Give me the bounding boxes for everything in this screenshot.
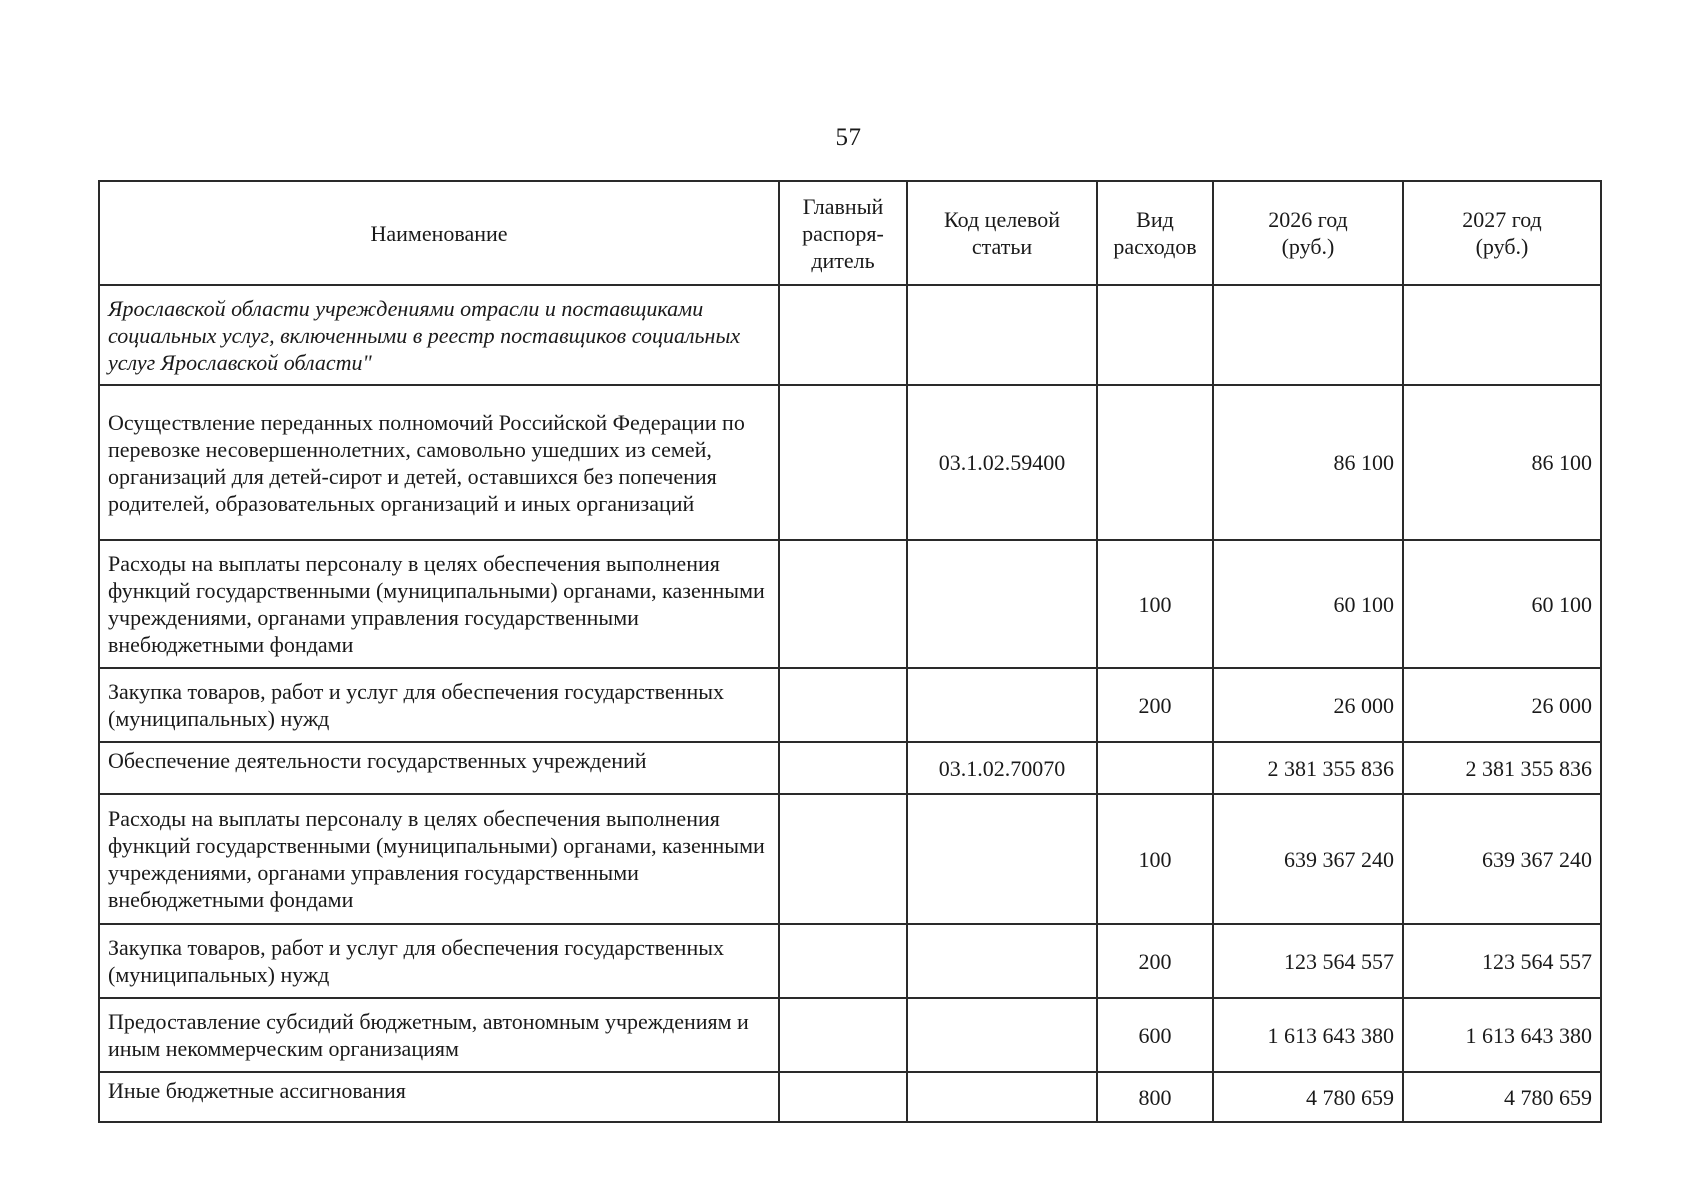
row-expense-type: 100 (1097, 794, 1213, 924)
row-target-code (907, 1072, 1097, 1122)
row-name: Осуществление переданных полномочий Российской Федерации по перевозке несовершеннолетних, самовольно ушедших из семей, организаций для детей-сирот и детей, оставшихся без попечения родителей, образовательных организаций и иных организаций (99, 385, 779, 540)
row-year-2027: 4 780 659 (1403, 1072, 1601, 1122)
row-target-code (907, 924, 1097, 998)
row-administrator (779, 285, 907, 385)
table-row (99, 385, 1601, 540)
row-name: Закупка товаров, работ и услуг для обеспечения государственных (муниципальных) нужд (99, 924, 779, 998)
row-year-2026: 60 100 (1213, 540, 1403, 668)
row-target-code (907, 540, 1097, 668)
row-year-2026: 123 564 557 (1213, 924, 1403, 998)
header-name: Наименование (99, 181, 779, 285)
row-year-2026: 2 381 355 836 (1213, 742, 1403, 794)
row-expense-type (1097, 285, 1213, 385)
header-year-2027: 2027 год (руб.) (1403, 181, 1601, 285)
row-year-2026: 1 613 643 380 (1213, 998, 1403, 1072)
row-year-2027: 1 613 643 380 (1403, 998, 1601, 1072)
row-name: Иные бюджетные ассигнования (99, 1072, 779, 1122)
row-expense-type: 200 (1097, 924, 1213, 998)
row-expense-type: 600 (1097, 998, 1213, 1072)
table-row (99, 998, 1601, 1072)
row-administrator (779, 924, 907, 998)
budget-table (98, 180, 1602, 1123)
header-target-code: Код целевой статьи (907, 181, 1097, 285)
row-year-2027: 2 381 355 836 (1403, 742, 1601, 794)
table-row (99, 742, 1601, 794)
row-target-code (907, 668, 1097, 742)
row-year-2027: 86 100 (1403, 385, 1601, 540)
row-administrator (779, 668, 907, 742)
row-target-code (907, 794, 1097, 924)
row-year-2026: 86 100 (1213, 385, 1403, 540)
header-administrator: Главный распоря- дитель (779, 181, 907, 285)
page-number: 57 (835, 124, 862, 151)
row-expense-type (1097, 385, 1213, 540)
row-name: Обеспечение деятельности государственных учреждений (99, 742, 779, 794)
header-expense-type: Вид расходов (1097, 181, 1213, 285)
table-row (99, 924, 1601, 998)
row-name: Предоставление субсидий бюджетным, автономным учреждениям и иным некоммерческим организациям (99, 998, 779, 1072)
row-target-code (907, 998, 1097, 1072)
row-administrator (779, 998, 907, 1072)
table-row (99, 668, 1601, 742)
row-administrator (779, 1072, 907, 1122)
row-year-2026: 26 000 (1213, 668, 1403, 742)
row-year-2026: 4 780 659 (1213, 1072, 1403, 1122)
row-year-2027: 639 367 240 (1403, 794, 1601, 924)
row-administrator (779, 540, 907, 668)
table-row (99, 285, 1601, 385)
row-year-2026: 639 367 240 (1213, 794, 1403, 924)
row-year-2027 (1403, 285, 1601, 385)
row-target-code: 03.1.02.70070 (907, 742, 1097, 794)
row-name: Ярославской области учреждениями отрасли и поставщиками социальных услуг, включенными в реестр поставщиков социальных услуг Ярославской области" (99, 285, 779, 385)
row-expense-type (1097, 742, 1213, 794)
row-year-2027: 60 100 (1403, 540, 1601, 668)
row-expense-type: 800 (1097, 1072, 1213, 1122)
row-year-2027: 123 564 557 (1403, 924, 1601, 998)
row-administrator (779, 742, 907, 794)
row-administrator (779, 385, 907, 540)
table-row (99, 1072, 1601, 1122)
table-row (99, 794, 1601, 924)
row-expense-type: 100 (1097, 540, 1213, 668)
row-target-code (907, 285, 1097, 385)
row-expense-type: 200 (1097, 668, 1213, 742)
row-name: Закупка товаров, работ и услуг для обеспечения государственных (муниципальных) нужд (99, 668, 779, 742)
row-target-code: 03.1.02.59400 (907, 385, 1097, 540)
row-name: Расходы на выплаты персоналу в целях обеспечения выполнения функций государственными (муниципальными) органами, казенными учреждениями, органами управления государственными внебюджетными фондами (99, 794, 779, 924)
header-year-2026: 2026 год (руб.) (1213, 181, 1403, 285)
row-year-2026 (1213, 285, 1403, 385)
row-year-2027: 26 000 (1403, 668, 1601, 742)
table-header-row (99, 181, 1601, 285)
table-row (99, 540, 1601, 668)
row-name: Расходы на выплаты персоналу в целях обеспечения выполнения функций государственными (муниципальными) органами, казенными учреждениями, органами управления государственными внебюджетными фондами (99, 540, 779, 668)
row-administrator (779, 794, 907, 924)
